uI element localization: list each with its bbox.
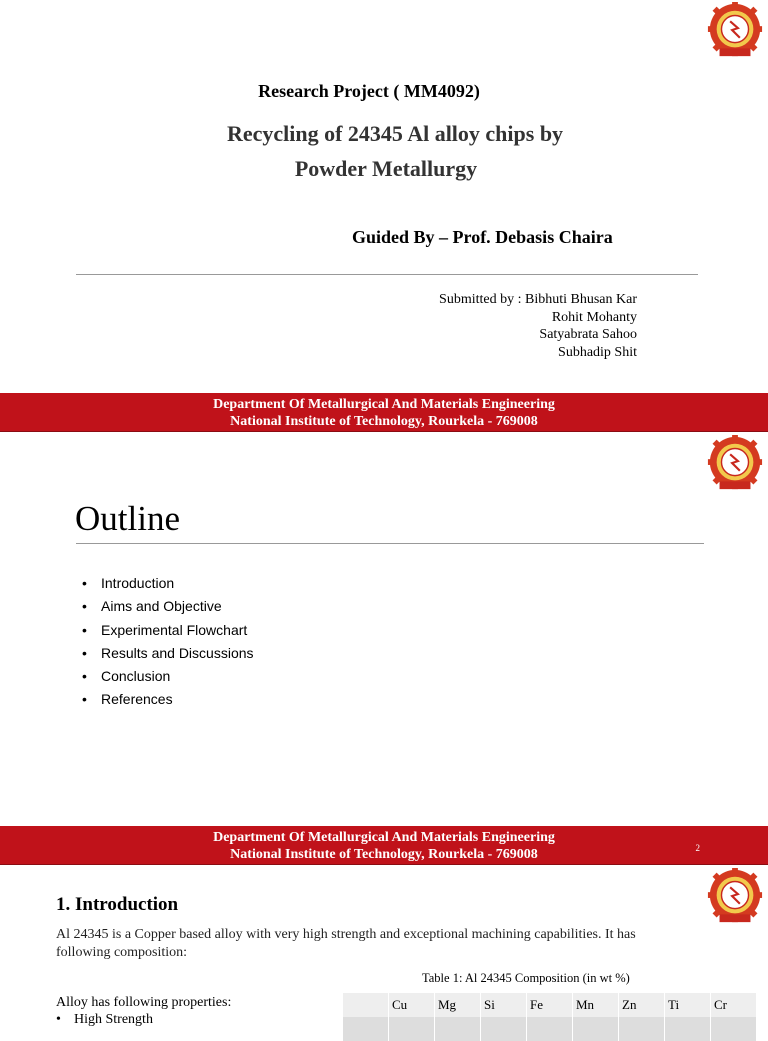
list-item bbox=[82, 690, 254, 713]
list-item bbox=[82, 597, 254, 620]
guided-by: Guided By – Prof. Debasis Chaira bbox=[352, 227, 613, 247]
outline-item-label: Introduction bbox=[101, 575, 175, 591]
title-divider bbox=[76, 274, 698, 275]
outline-item-label: Results and Discussions bbox=[101, 644, 254, 661]
list-item bbox=[82, 667, 254, 690]
outline-list bbox=[82, 574, 254, 714]
table-header-cell: Fe bbox=[527, 993, 573, 1017]
table-header-cell: Zn bbox=[619, 993, 665, 1017]
outline-item-label: Aims and Objective bbox=[101, 598, 222, 615]
project-title-line1: Recycling of 24345 Al alloy chips by bbox=[226, 121, 564, 146]
table-cell bbox=[343, 1017, 389, 1041]
footer-band bbox=[0, 826, 768, 864]
outline-item-label: Conclusion bbox=[101, 668, 171, 685]
table-header-cell: Ti bbox=[665, 993, 711, 1017]
outline-item-label: References bbox=[101, 691, 173, 708]
slide-title bbox=[0, 0, 768, 432]
list-item bbox=[56, 1012, 153, 1028]
table-row bbox=[343, 1017, 757, 1041]
property-label: High Strength bbox=[74, 1012, 153, 1027]
composition-table bbox=[343, 993, 757, 1041]
submitter-name: Rohit Mohanty bbox=[551, 309, 637, 325]
table-header-cell: Mg bbox=[435, 993, 481, 1017]
bullet-icon: • bbox=[56, 1012, 61, 1027]
list-item bbox=[82, 574, 254, 597]
nit-rourkela-logo-icon bbox=[706, 435, 764, 493]
table-cell bbox=[389, 1017, 435, 1041]
table-cell bbox=[527, 1017, 573, 1041]
footer-band bbox=[0, 393, 768, 431]
table-caption: Table 1: Al 24345 Composition (in wt %) bbox=[422, 971, 630, 985]
bullet-icon: • bbox=[82, 598, 87, 615]
submitter-name: Subhadip Shit bbox=[558, 344, 637, 360]
intro-paragraph-line2: following composition: bbox=[56, 945, 188, 960]
properties-label: Alloy has following properties: bbox=[56, 995, 232, 1010]
bullet-icon: • bbox=[82, 621, 87, 638]
table-header-row bbox=[343, 993, 757, 1017]
footer-institute: National Institute of Technology, Rourkela - 769008 bbox=[230, 847, 538, 862]
outline-item-label: Experimental Flowchart bbox=[101, 621, 248, 638]
section-heading: 1. Introduction bbox=[56, 894, 179, 915]
table-cell bbox=[665, 1017, 711, 1041]
nit-rourkela-logo-icon bbox=[706, 868, 764, 926]
table-header-cell: Cu bbox=[389, 993, 435, 1017]
project-code: Research Project ( MM4092) bbox=[258, 81, 480, 101]
table-header-cell: Si bbox=[481, 993, 527, 1017]
project-title-line2: Powder Metallurgy bbox=[294, 156, 478, 181]
intro-paragraph-line1: Al 24345 is a Copper based alloy with very high strength and exceptional machining capabilities. It has bbox=[56, 927, 636, 942]
table-header-cell: Cr bbox=[711, 993, 757, 1017]
table-header-cell: Mn bbox=[573, 993, 619, 1017]
page-number: 2 bbox=[695, 843, 700, 853]
outline-divider bbox=[76, 543, 704, 544]
outline-heading: Outline bbox=[75, 499, 180, 538]
footer-institute: National Institute of Technology, Rourkela - 769008 bbox=[230, 414, 538, 429]
list-item bbox=[82, 621, 254, 644]
list-item bbox=[82, 644, 254, 667]
bullet-icon: • bbox=[82, 575, 87, 591]
table-cell bbox=[435, 1017, 481, 1041]
table-cell bbox=[481, 1017, 527, 1041]
bullet-icon: • bbox=[82, 668, 87, 685]
bullet-icon: • bbox=[82, 644, 87, 661]
table-cell bbox=[573, 1017, 619, 1041]
table-cell bbox=[711, 1017, 757, 1041]
submitter-name: Satyabrata Sahoo bbox=[539, 327, 637, 342]
bullet-icon: • bbox=[82, 691, 87, 708]
table-cell bbox=[619, 1017, 665, 1041]
footer-department: Department Of Metallurgical And Materials Engineering bbox=[213, 830, 555, 845]
nit-rourkela-logo-icon bbox=[706, 2, 764, 60]
footer-department: Department Of Metallurgical And Materials Engineering bbox=[213, 397, 555, 412]
submitted-by-line: Submitted by : Bibhuti Bhusan Kar bbox=[439, 292, 637, 307]
table-header-cell bbox=[343, 993, 389, 1017]
